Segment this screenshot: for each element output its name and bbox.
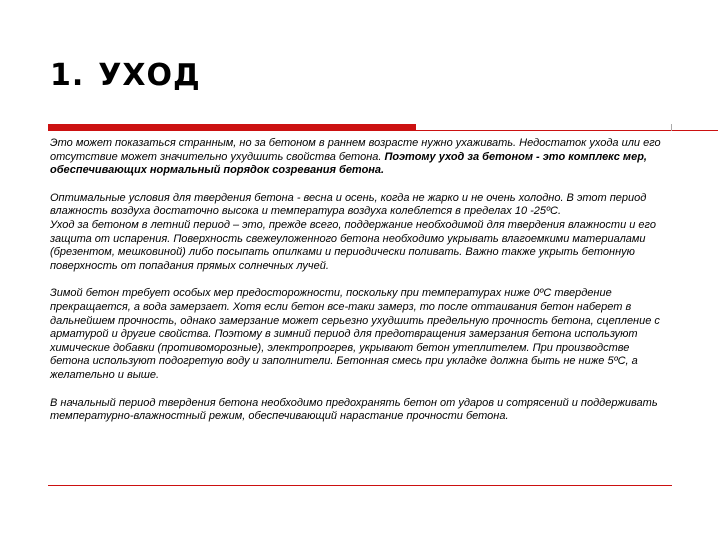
title-underline-red-bar [48,124,416,131]
title-underline-thin-line [416,130,718,131]
title-underline-end-tick [671,124,672,131]
paragraph-intro-emphasis: Поэтому уход за бетоном - это комплекс мер, обеспечивающих нормальный порядок созревания бетона. [50,150,647,177]
paragraph-winter: Зимой бетон требует особых мер предосторожности, поскольку при температурах ниже 0ºС твердение прекращается, а вода замерзает. Хотя если бетон все-таки замерз, то после оттаивания бетон наберет в дальнейшем прочность, однако замерзание может серьезно ухудшить предельную прочность бетона, сцепление с арматурой и другие свойства. Поэтому в зимний период для предотвращения замерзания бетона используют химические добавки (противоморозные), электропрогрев, укрывают бетон утеплителем. При производстве бетона используют подогретую воду и заполнители. Бетонная смесь при укладке должна быть не ниже 5ºС, а желательно и выше. [50,287,660,381]
bottom-rule [48,485,672,486]
paragraph-summer-text: Уход за бетоном в летний период – это, прежде всего, поддержание необходимой для твердения влажности и его защита от испарения. Поверхность свежеуложенного бетона необходимо укрывать влагоемкими материалами (брезентом, мешковиной) либо посыпать опилками и периодически поливать. Важно также укрыть бетонную поверхность от попадания прямых солнечных лучей. [50,218,656,272]
slide-title-text: УХОД [98,58,201,93]
paragraph-initial-period: В начальный период твердения бетона необходимо предохранять бетон от ударов и сотрясений и поддерживать температурно-влажностный режим, обеспечивающий нарастание прочности бетона. [50,396,658,423]
slide-title [50,58,201,93]
paragraph-intro [50,137,665,178]
title-underline [48,124,672,131]
body-text [50,137,665,438]
slide-number: 1. [50,58,85,93]
paragraph-intro-text: Это может показаться странным, но за бетоном в раннем возрасте нужно ухаживать. Недостаток ухода или его отсутствие может значительно ухудшить свойства бетона. [50,137,661,163]
paragraph-conditions [50,192,665,274]
paragraph-conditions-text: Оптимальные условия для твердения бетона - весна и осень, когда не жарко и не очень холодно. В этот период влажность воздуха достаточно высока и температура воздуха колеблется в пределах 10 -25ºС. [50,191,647,218]
